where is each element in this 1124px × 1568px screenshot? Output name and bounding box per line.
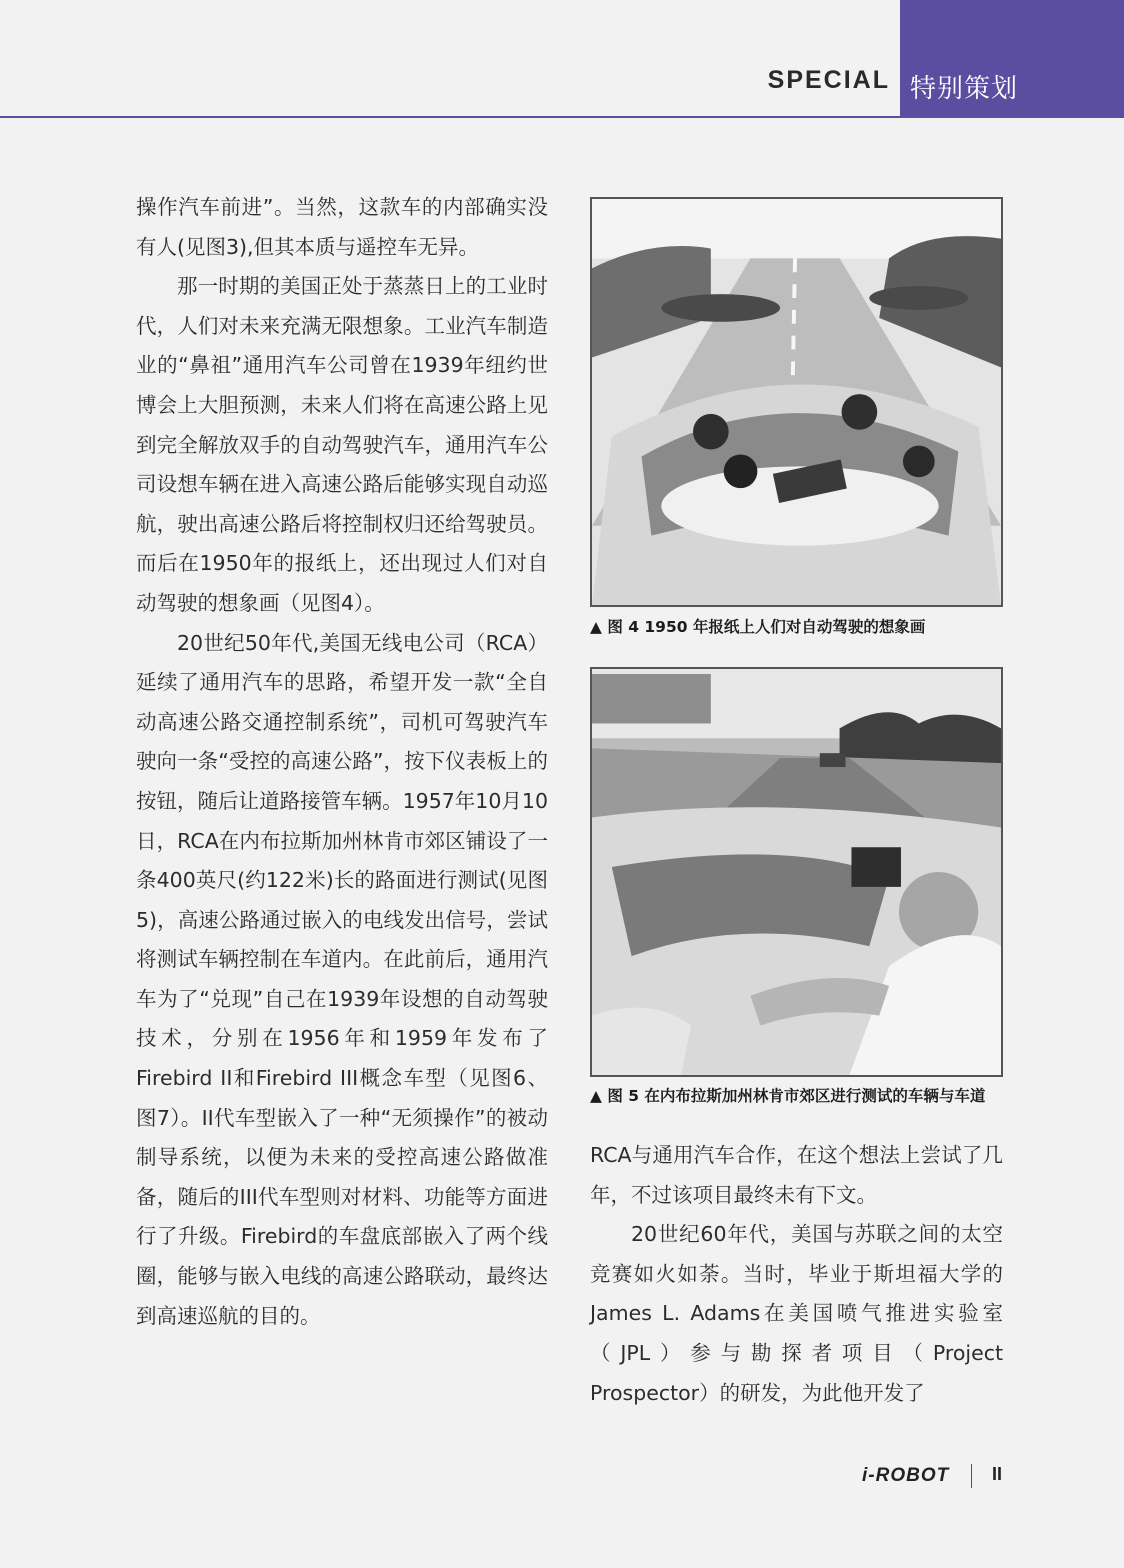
section-title: 特别策划 <box>910 74 1019 104</box>
header-rule <box>0 116 900 118</box>
paragraph: 那一时期的美国正处于蒸蒸日上的工业时代，人们对未来充满无限想象。工业汽车制造业的“鼻祖”通用汽车公司曾在1939年纽约世博会上大胆预测，未来人们将在高速公路上见到完全解放双手的自动驾驶汽车，通用汽车公司设想车辆在进入高速公路后能够实现自动巡航，驶出高速公路后将控制权归还给驾驶员。而后在1950年的报纸上，还出现过人们对自动驾驶的想象画（见图4）。 <box>136 274 548 615</box>
page-number: II <box>992 1464 1003 1484</box>
figure-4-illustration <box>590 197 1003 607</box>
figure-4-caption: ▲ 图 4 1950 年报纸上人们对自动驾驶的想象画 <box>590 618 926 636</box>
footer-divider <box>971 1464 972 1488</box>
figure-5-caption: ▲ 图 5 在内布拉斯加州林肯市郊区进行测试的车辆与车道 <box>590 1087 986 1105</box>
paragraph: 20世纪60年代，美国与苏联之间的太空竞赛如火如荼。当时，毕业于斯坦福大学的James L. Adams在美国喷气推进实验室（JPL）参与勘探者项目（Project Prospector）的研发，为此他开发了 <box>590 1222 1003 1405</box>
header-special-label: SPECIAL <box>767 66 890 94</box>
section-tab <box>900 0 1124 118</box>
footer-logo: i-ROBOT <box>862 1465 950 1486</box>
right-column <box>590 1136 1003 1413</box>
figure-5-photo <box>590 667 1003 1077</box>
paragraph: 20世纪50年代,美国无线电公司（RCA）延续了通用汽车的思路，希望开发一款“全自动高速公路交通控制系统”，司机可驾驶汽车驶向一条“受控的高速公路”，按下仪表板上的按钮，随后让道路接管车辆。1957年10月10日，RCA在内布拉斯加州林肯市郊区铺设了一条400英尺(约122米)长的路面进行测试(见图5)，高速公路通过嵌入的电线发出信号，尝试将测试车辆控制在车道内。在此前后，通用汽车为了“兑现”自己在1939年设想的自动驾驶技术，分别在1956年和1959年发布了Firebird II和Firebird III概念车型（见图6、图7）。II代车型嵌入了一种“无须操作”的被动制导系统，以便为未来的受控高速公路做准备，随后的III代车型则对材料、功能等方面进行了升级。Firebird的车盘底部嵌入了两个线圈，能够与嵌入电线的高速公路联动，最终达到高速巡航的目的。 <box>136 630 548 1328</box>
paragraph: 操作汽车前进”。当然，这款车的内部确实没有人(见图3),但其本质与遥控车无异。 <box>136 195 548 259</box>
left-column <box>136 188 548 1336</box>
paragraph: RCA与通用汽车合作，在这个想法上尝试了几年，不过该项目最终未有下文。 <box>590 1143 1003 1207</box>
